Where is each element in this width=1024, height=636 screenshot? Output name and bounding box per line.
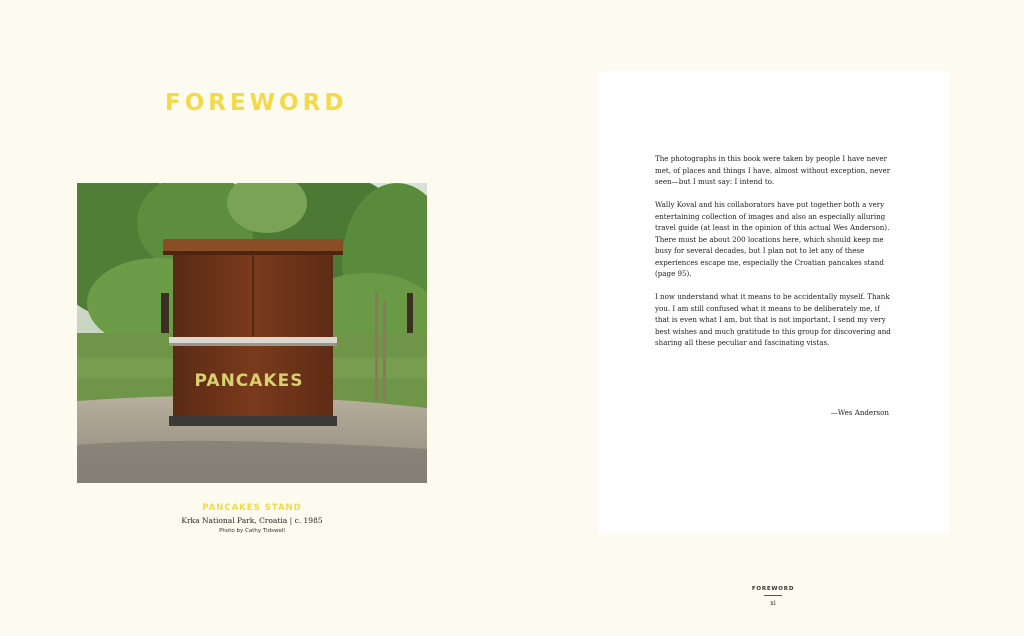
page-number: xi [770, 599, 776, 607]
page-folio [740, 586, 806, 607]
foreword-body [655, 153, 895, 360]
foreword-text-panel [598, 71, 950, 533]
photo-caption [77, 503, 427, 534]
stand-sign-text: PANCAKES [194, 371, 304, 391]
caption-location: Krka National Park, Croatia | c. 1985 [181, 516, 323, 525]
paragraph: Wally Koval and his collaborators have put together both a very entertaining collection of images and also an especially alluring travel guide (at least in the opinion of this actual Wes Anderson). There must be about 200 locations here, which should keep me busy for several decades, but I plan not to let any of these experiences escape me, especially the Croatian pancakes stand (page 95). [655, 200, 890, 278]
caption-title: PANCAKES STAND [202, 503, 302, 513]
caption-credit: Photo by Cathy Tidswell [219, 528, 285, 534]
photo-illustration [77, 183, 427, 483]
author-signature: —Wes Anderson [830, 408, 889, 417]
pancakes-stand-photo [77, 183, 427, 483]
folio-label: FOREWORD [751, 586, 795, 592]
paragraph: The photographs in this book were taken by people I have never met, of places and things I have, almost without exception, never seen—but I must say: I intend to. [655, 154, 891, 186]
folio-divider [764, 595, 782, 596]
page-heading: FOREWORD [165, 90, 348, 116]
paragraph: I now understand what it means to be accidentally myself. Thank you. I am still confused what it means to be deliberately me, if that is even what I am, but that is not important. I send my very best wishes and much gratitude to this group for discovering and sharing all these peculiar and fascinating vistas. [655, 292, 891, 347]
